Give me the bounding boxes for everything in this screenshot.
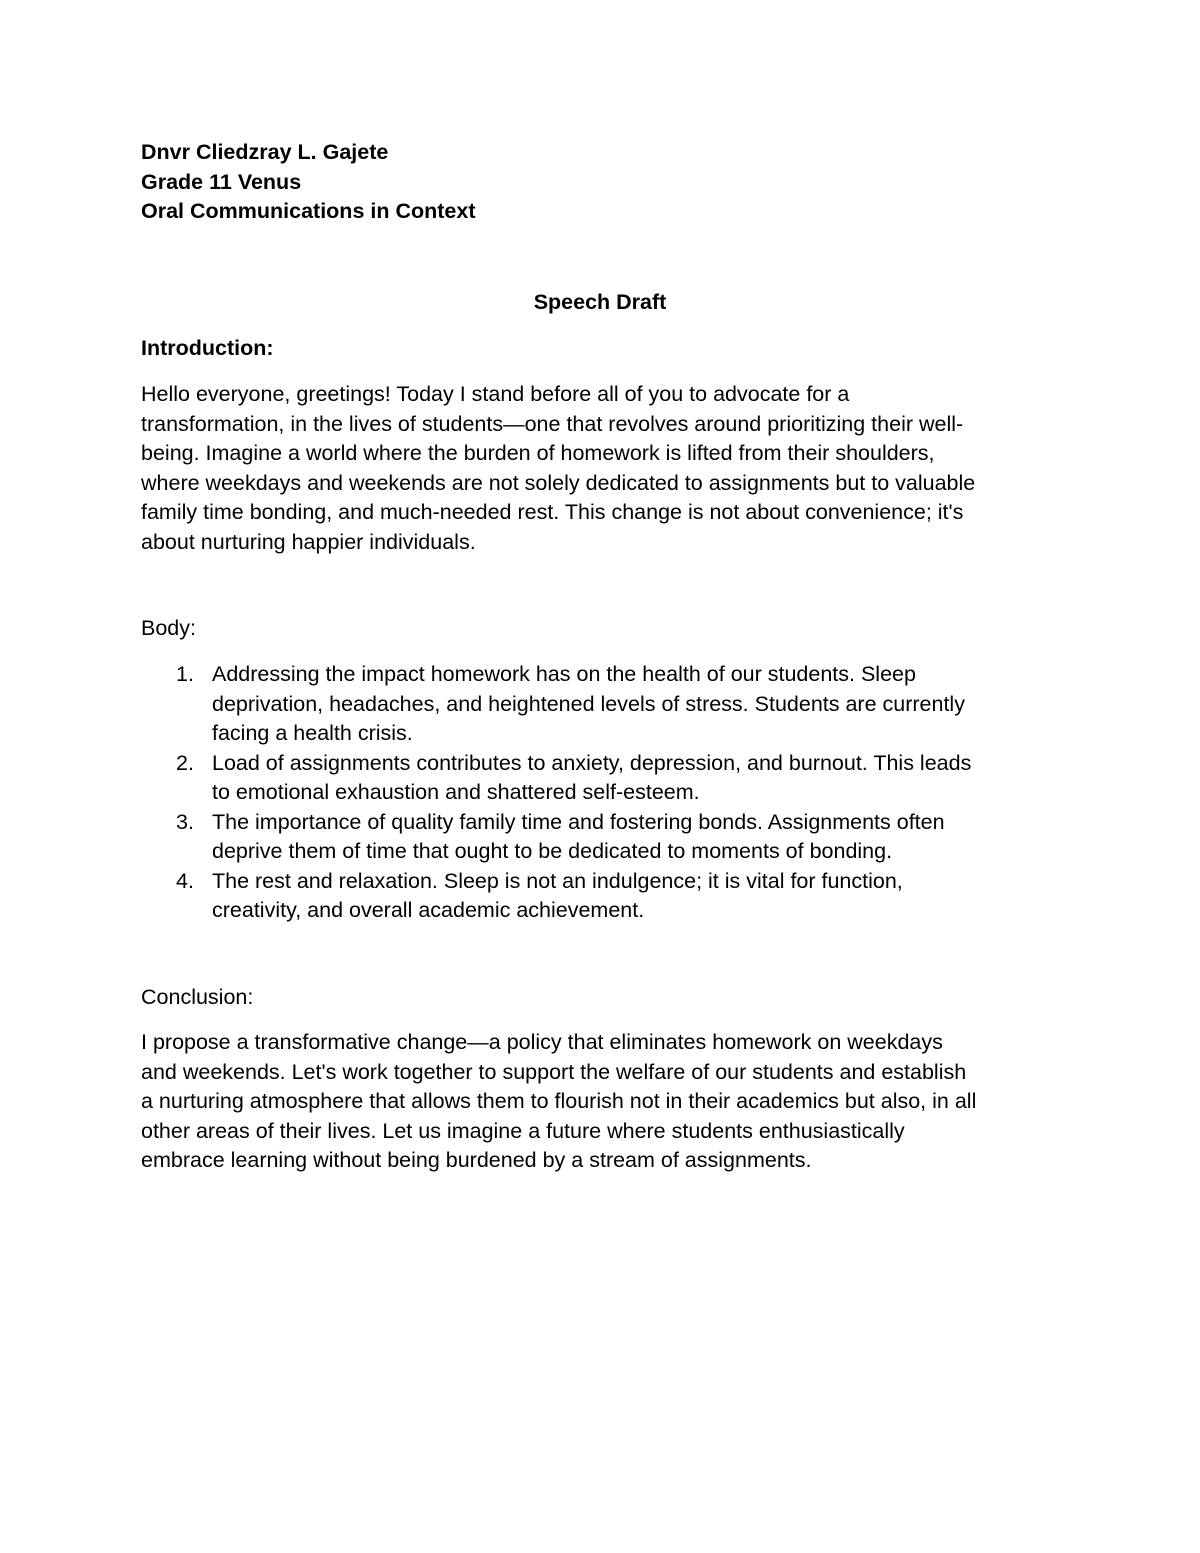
introduction-line: transformation, in the lives of students—one that revolves around prioritizing their well-: [141, 411, 964, 436]
introduction-line: about nurturing happier individuals.: [141, 529, 476, 554]
introduction-line: family time bonding, and much-needed rest. This change is not about convenience; it's: [141, 500, 964, 524]
list-item-line: Load of assignments contributes to anxiety, depression, and burnout. This leads: [212, 750, 972, 775]
body-heading: Body:: [141, 616, 196, 640]
list-item: [141, 749, 1061, 808]
grade-section: Grade 11 Venus: [141, 169, 302, 194]
body-list: [141, 660, 1061, 926]
conclusion-line: and weekends. Let's work together to support the welfare of our students and establish: [141, 1059, 967, 1084]
list-item-number: 3.: [176, 809, 194, 834]
list-item-line: The rest and relaxation. Sleep is not an indulgence; it is vital for function,: [212, 868, 903, 893]
list-item: [141, 808, 1061, 867]
list-item-line: Addressing the impact homework has on the health of our students. Sleep: [212, 662, 916, 686]
document-content: [141, 138, 1061, 1172]
subject-name: Oral Communications in Context: [141, 199, 476, 223]
conclusion-line: a nurturing atmosphere that allows them to flourish not in their academics but also, in all: [141, 1089, 977, 1113]
list-item: [141, 867, 1061, 926]
list-item-line: facing a health crisis.: [212, 721, 413, 745]
introduction-line: where weekdays and weekends are not solely dedicated to assignments but to valuable: [141, 470, 976, 495]
list-item-line: deprivation, headaches, and heightened levels of stress. Students are currently: [212, 691, 965, 716]
author-name: Dnvr Cliedzray L. Gajete: [141, 140, 389, 164]
conclusion-line: I propose a transformative change—a policy that eliminates homework on weekdays: [141, 1030, 943, 1054]
list-item-line: creativity, and overall academic achievement.: [212, 898, 645, 922]
document-title: Speech Draft: [533, 290, 667, 314]
introduction-paragraph: [141, 380, 1061, 557]
list-item-number: 4.: [176, 868, 194, 893]
list-item-line: The importance of quality family time and fostering bonds. Assignments often: [212, 809, 945, 834]
list-item: [141, 660, 1061, 749]
conclusion-line: embrace learning without being burdened by a stream of assignments.: [141, 1148, 812, 1172]
list-item-line: deprive them of time that ought to be dedicated to moments of bonding.: [212, 839, 893, 863]
introduction-line: being. Imagine a world where the burden of homework is lifted from their shoulders,: [141, 441, 935, 465]
introduction-heading: Introduction:: [141, 336, 274, 360]
list-item-number: 1.: [176, 662, 194, 686]
conclusion-heading: Conclusion:: [141, 985, 254, 1009]
conclusion-line: other areas of their lives. Let us imagine a future where students enthusiastically: [141, 1118, 905, 1143]
list-item-line: to emotional exhaustion and shattered self-esteem.: [212, 780, 700, 804]
list-item-number: 2.: [176, 750, 194, 775]
introduction-line: Hello everyone, greetings! Today I stand before all of you to advocate for a: [141, 382, 850, 406]
conclusion-paragraph: [141, 1028, 1061, 1176]
